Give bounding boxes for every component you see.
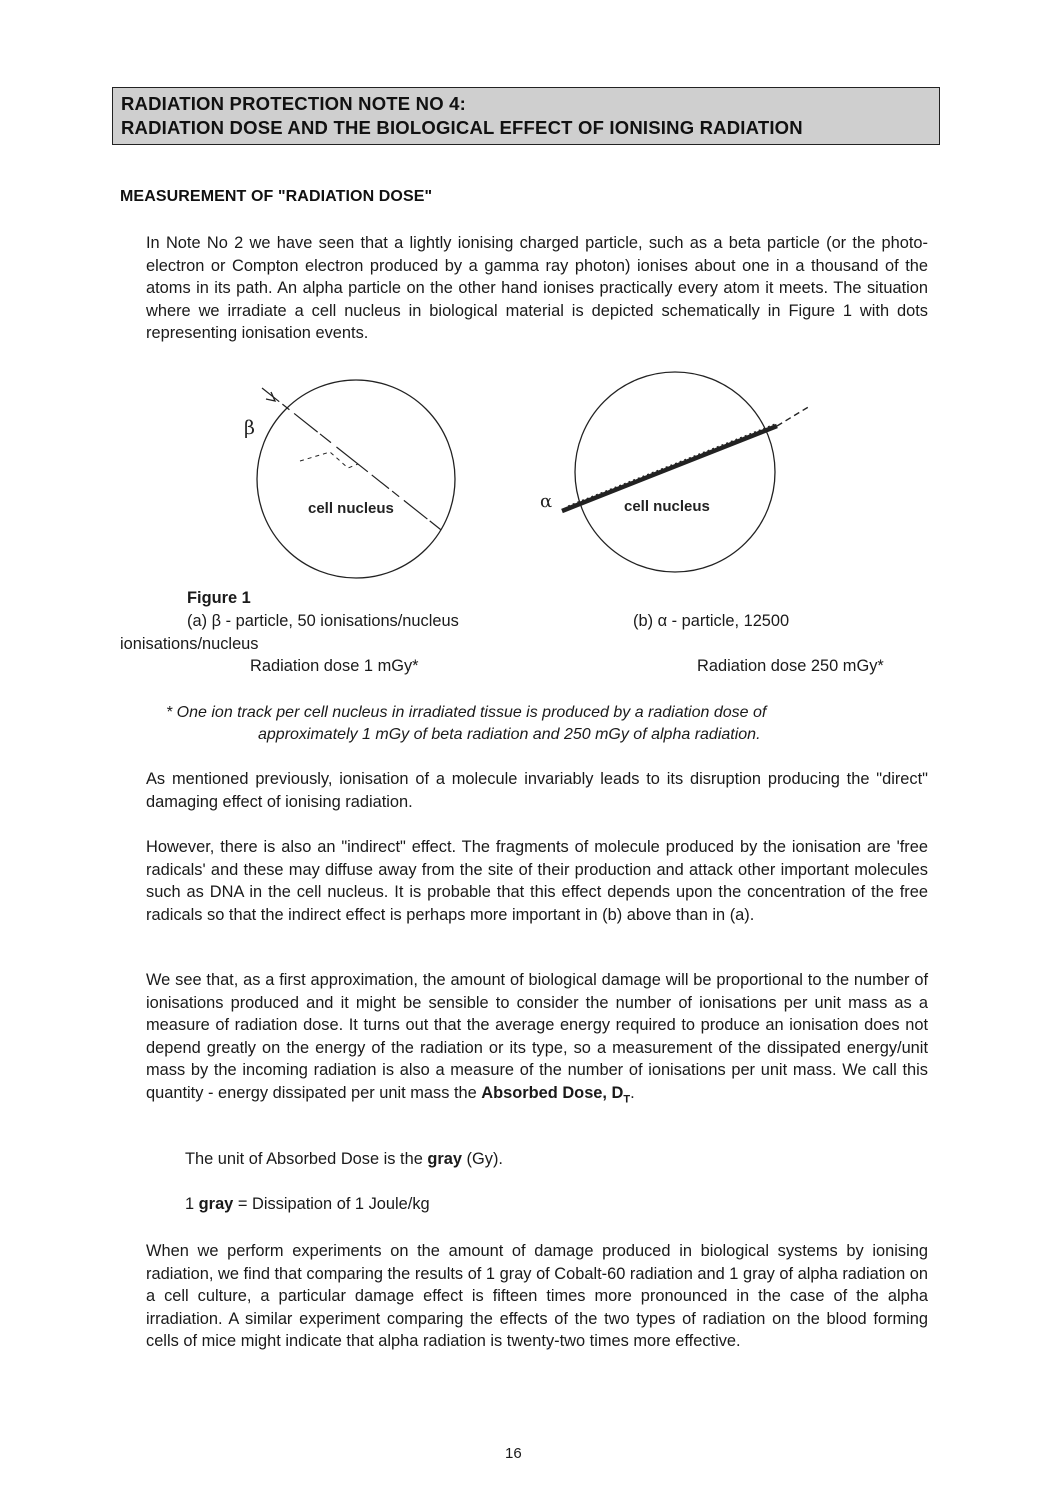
title-banner bbox=[112, 87, 940, 145]
gray-definition bbox=[185, 1195, 430, 1214]
beta-symbol: β bbox=[244, 417, 255, 439]
unit-line-gray: gray bbox=[427, 1150, 462, 1168]
absorbed-dose-subscript: T bbox=[623, 1093, 631, 1106]
gray-def-term: gray bbox=[198, 1195, 234, 1213]
figure-1-diagram bbox=[230, 368, 830, 583]
caption-b: (b) α - particle, 12500 bbox=[633, 612, 790, 630]
footnote bbox=[166, 702, 926, 746]
title-line-1: RADIATION PROTECTION NOTE NO 4: bbox=[121, 93, 467, 114]
experiments-text: When we perform experiments on the amount of damage produced in biological systems by ionising radiation, we find that comparing the results of 1 gray of Cobalt-60 radiation and 1 gray of alpha radiation on a cell culture, a particular damage effect is fifteen times more pronounced in the case of the alpha irradiation. A similar experiment comparing the effects of the two types of radiation on the blood forming cells of mice might indicate that alpha radiation is twenty-two times more effective. bbox=[146, 1242, 928, 1351]
alpha-exit-track bbox=[777, 406, 810, 426]
dose-b: Radiation dose 250 mGy* bbox=[697, 657, 884, 675]
footnote-line-2: approximately 1 mGy of beta radiation and 250 mGy of alpha radiation. bbox=[258, 726, 761, 743]
cell-nucleus-b-circle bbox=[575, 372, 775, 572]
figure-label: Figure 1 bbox=[187, 589, 251, 607]
caption-a-wrap: ionisations/nucleus bbox=[120, 635, 259, 653]
page-number: 16 bbox=[505, 1445, 522, 1462]
approximation-paragraph bbox=[146, 969, 928, 1111]
title-line-2: RADIATION DOSE AND THE BIOLOGICAL EFFECT OF IONISING RADIATION bbox=[121, 117, 803, 138]
experiments-paragraph bbox=[146, 1240, 928, 1353]
alpha-track-scatter bbox=[568, 424, 775, 506]
nucleus-label-a: cell nucleus bbox=[308, 500, 394, 517]
gray-def-pre: 1 bbox=[185, 1195, 199, 1213]
direct-effect-paragraph bbox=[146, 768, 928, 813]
indirect-effect-text: However, there is also an "indirect" effect. The fragments of molecule produced by the ionisation are 'free radicals' and these may diffuse away from the site of their production and attack other important molecules such as DNA in the cell nucleus. It is probable that this effect depends upon the concentration of the free radicals so that the indirect effect is perhaps more important in (b) above than in (a). bbox=[146, 838, 928, 924]
absorbed-dose-term: Absorbed Dose, D bbox=[481, 1083, 624, 1102]
intro-paragraph bbox=[146, 232, 928, 345]
section-heading: MEASUREMENT OF "RADIATION DOSE" bbox=[120, 188, 433, 205]
cell-nucleus-a-circle bbox=[257, 380, 455, 578]
direct-effect-text: As mentioned previously, ionisation of a molecule invariably leads to its disruption producing the "direct" damaging effect of ionising radiation. bbox=[146, 770, 928, 811]
alpha-symbol: α bbox=[540, 491, 553, 512]
approximation-body: We see that, as a first approximation, the amount of biological damage will be proportional to the number of ionisations produced and it might be sensible to consider the number of ionisations per unit mass as a measure of radiation dose. It turns out that the average energy required to produce an ionisation does not depend greatly on the energy of the radiation or its type, so a measurement of the dissipated energy/unit mass by the incoming radiation is also a measure of the number of ionisations per unit mass. We call this quantity - energy dissipated per unit mass the bbox=[146, 971, 928, 1102]
dose-a: Radiation dose 1 mGy* bbox=[250, 657, 419, 675]
gray-def-post: = Dissipation of 1 Joule/kg bbox=[233, 1195, 430, 1213]
nucleus-label-b: cell nucleus bbox=[624, 498, 710, 515]
unit-line-post: (Gy). bbox=[462, 1150, 503, 1168]
caption-a: (a) β - particle, 50 ionisations/nucleus bbox=[187, 612, 459, 630]
unit-line-pre: The unit of Absorbed Dose is the bbox=[185, 1150, 428, 1168]
beta-arrow bbox=[266, 392, 275, 401]
approximation-end: . bbox=[630, 1083, 635, 1102]
beta-secondary-track bbox=[300, 452, 358, 468]
unit-line bbox=[185, 1150, 503, 1169]
approximation-text bbox=[146, 969, 928, 1111]
footnote-line-1: * One ion track per cell nucleus in irradiated tissue is produced by a radiation dose of bbox=[166, 704, 767, 721]
intro-text: In Note No 2 we have seen that a lightly ionising charged particle, such as a beta particle (or the photo-electron or Compton electron produced by a gamma ray photon) ionises about one in a thousand of the atoms in its path. An alpha particle on the other hand ionises practically every atom it meets. The situation where we irradiate a cell nucleus in biological material is depicted schematically in Figure 1 with dots representing ionisation events. bbox=[146, 234, 928, 343]
indirect-effect-paragraph bbox=[146, 836, 928, 926]
